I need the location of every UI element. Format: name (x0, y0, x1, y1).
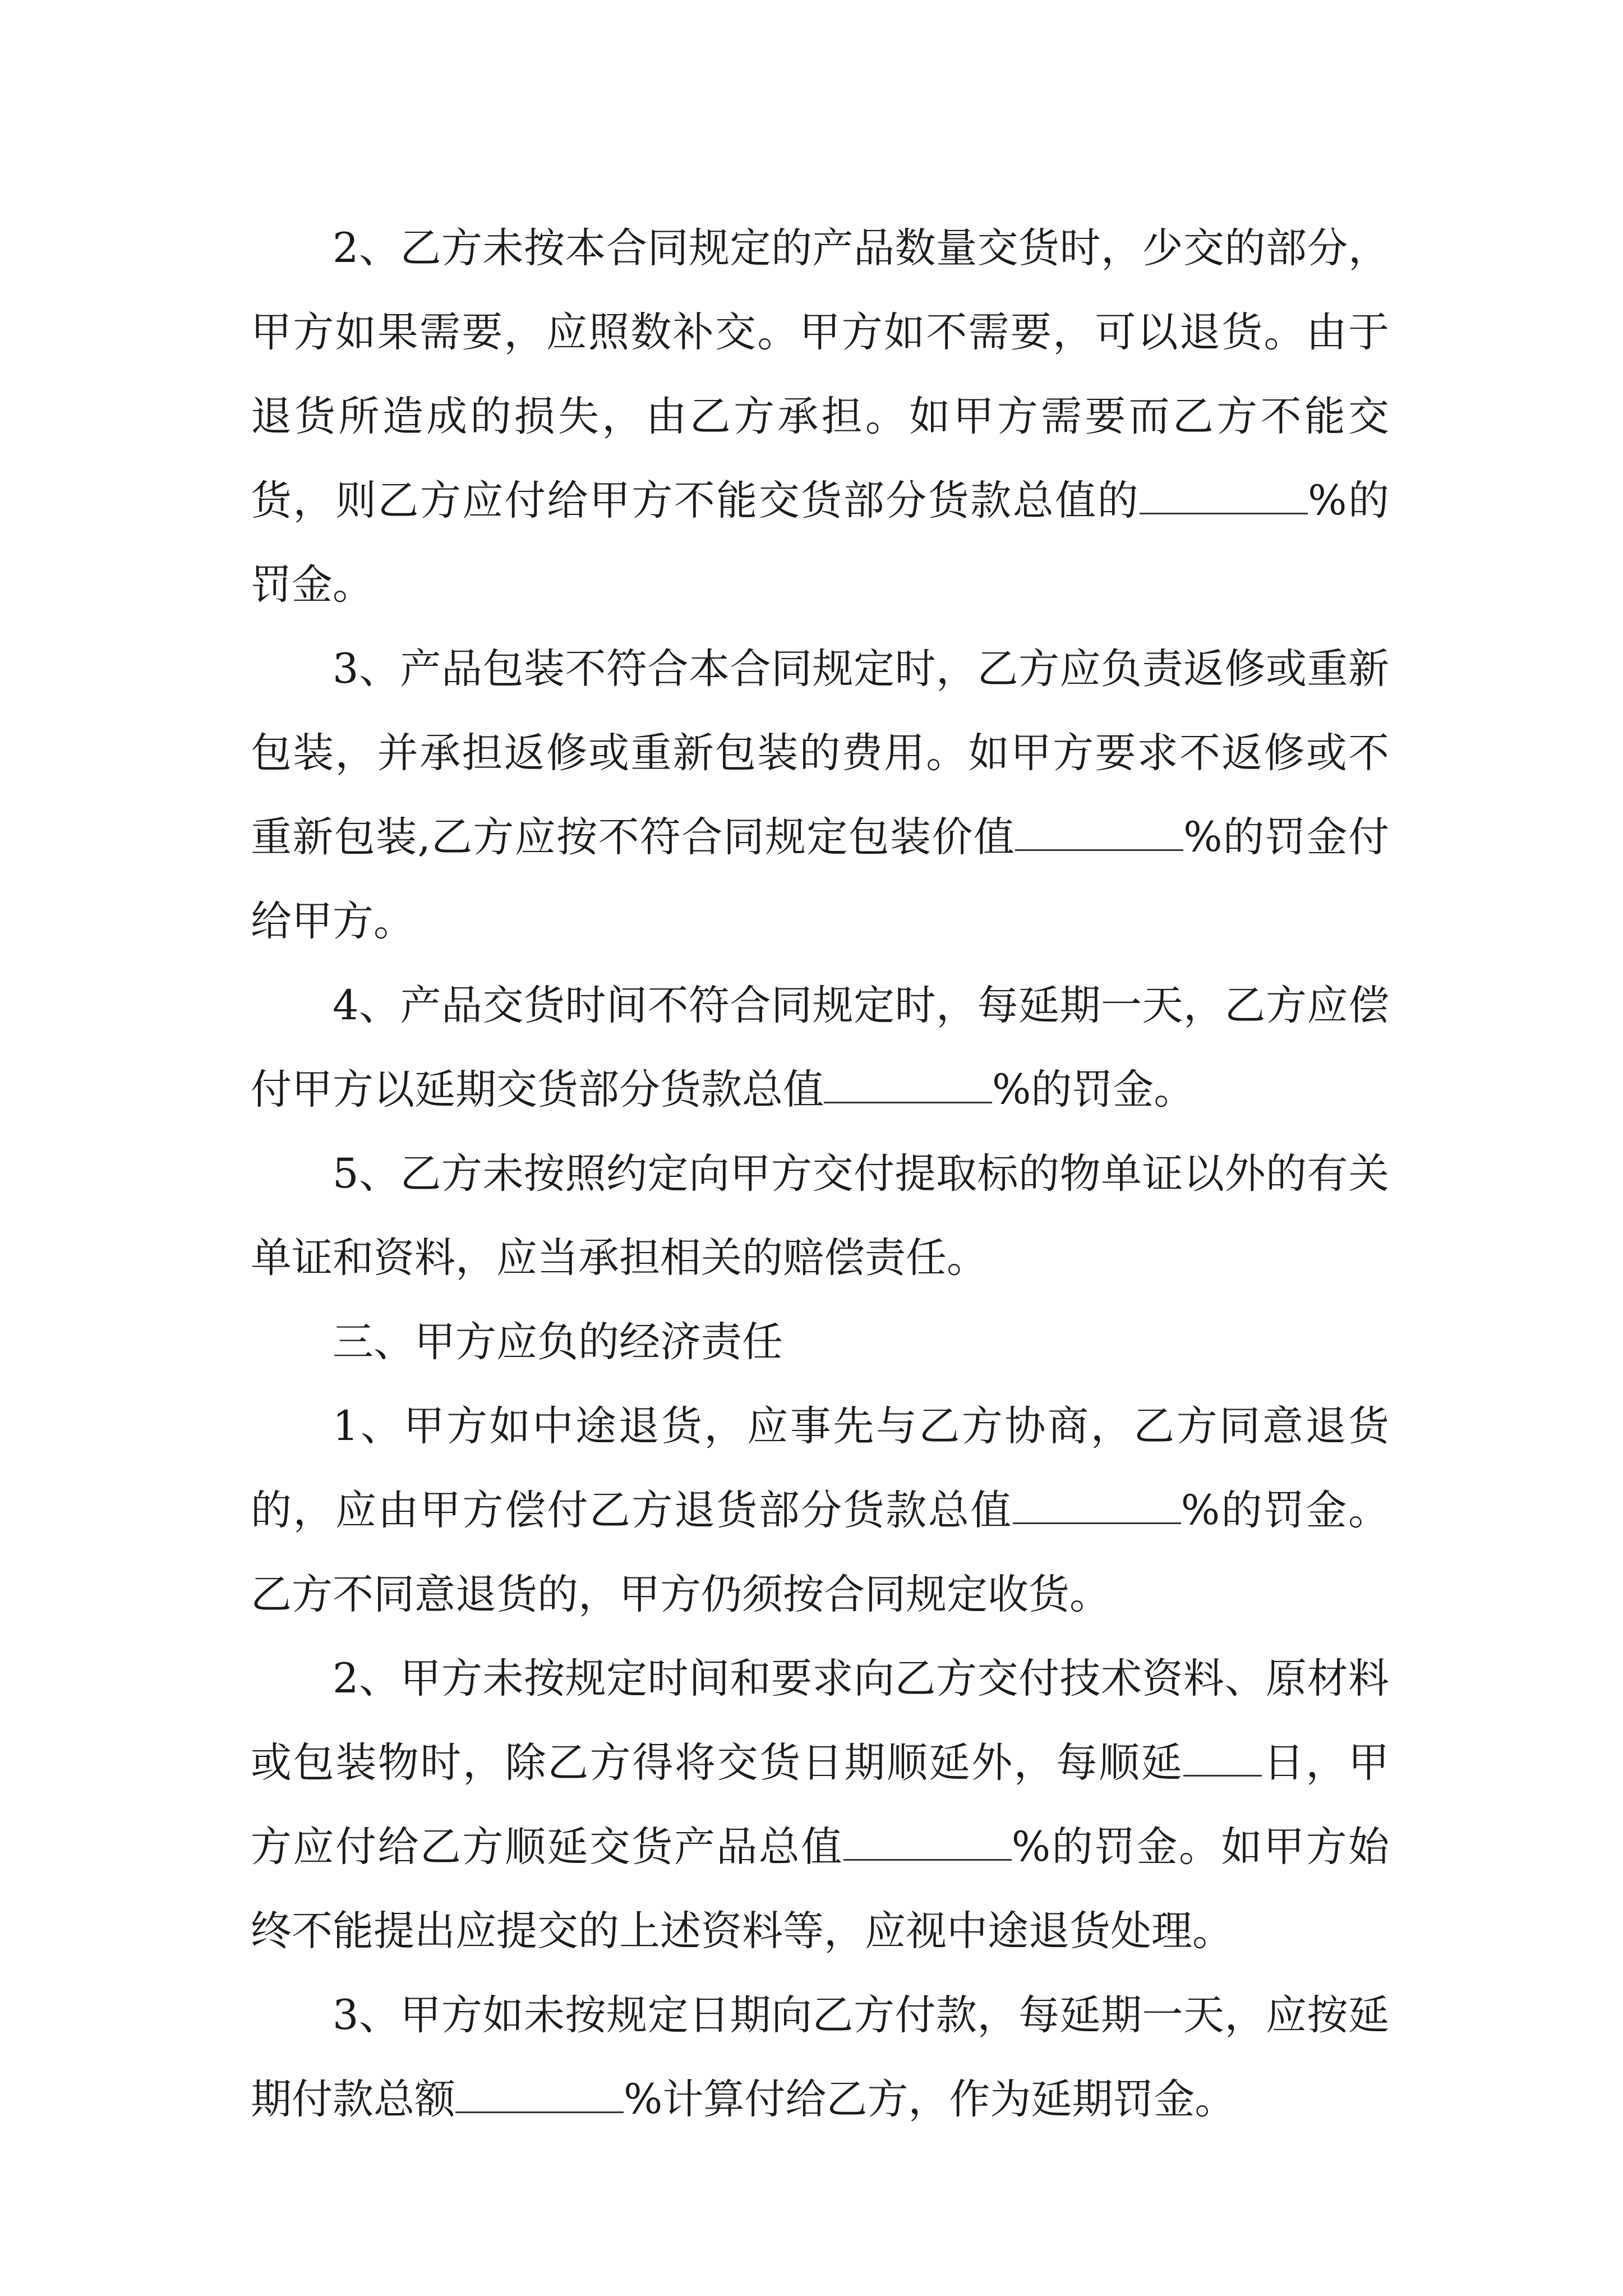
paragraph-text: 4、产品交货时间不符合同规定时，每延期一天，乙方应偿付甲方以延期交货部分货款总值 (251, 982, 1389, 1114)
document-body (251, 206, 1389, 2142)
clause-paragraph (251, 206, 1389, 627)
paragraph-text: 5、乙方未按照约定向甲方交付提取标的物单证以外的有关单证和资料，应当承担相关的赔偿责任。 (251, 1150, 1389, 1282)
clause-paragraph (251, 1973, 1389, 2142)
paragraph-text: %计算付给乙方，作为延期罚金。 (624, 2076, 1236, 2123)
paragraph-text: %的罚金。乙方不同意退货的，甲方仍须按合同规定收货。 (251, 1487, 1389, 1618)
paragraph-text: %的罚金。如甲方始终不能提出应提交的上述资料等，应视中途退货处理。 (251, 1823, 1389, 1955)
paragraph-text: 2、乙方未按本合同规定的产品数量交货时，少交的部分，甲方如果需要，应照数补交。甲方如不需要，可以退货。由于退货所造成的损失，由乙方承担。如甲方需要而乙方不能交货，则乙方应付给甲方不能交货部分货款总值的 (251, 224, 1389, 524)
paragraph-text: 2、甲方未按规定时间和要求向乙方交付技术资料、原材料或包装物时，除乙方得将交货日期顺延外，每顺延 (251, 1655, 1389, 1787)
paragraph-text: 3、甲方如未按规定日期向乙方付款，每延期一天，应按延期付款总额 (251, 1991, 1389, 2123)
clause-paragraph (251, 1637, 1389, 1973)
paragraph-text: 1、甲方如中途退货，应事先与乙方协商，乙方同意退货的，应由甲方偿付乙方退货部分货款总值 (251, 1402, 1389, 1534)
paragraph-text: %的罚金。 (251, 477, 1390, 609)
fill-in-blank (1015, 812, 1183, 851)
clause-paragraph (251, 964, 1389, 1132)
fill-in-blank (843, 1822, 1012, 1861)
fill-in-blank (824, 1065, 992, 1103)
fill-in-blank (1183, 1738, 1262, 1777)
paragraph-text: %的罚金。 (992, 1066, 1195, 1114)
paragraph-text: 三、甲方应负的经济责任 (333, 1318, 783, 1366)
paragraph-text: %的罚金付给甲方。 (251, 813, 1389, 945)
fill-in-blank (455, 2074, 624, 2113)
paragraph-text: 3、产品包装不符合本合同规定时，乙方应负责返修或重新包装，并承担返修或重新包装的费用。如甲方要求不返修或不重新包装,乙方应按不符合同规定包装价值 (251, 645, 1389, 861)
section-heading (251, 1300, 1389, 1384)
clause-paragraph (251, 1384, 1389, 1637)
clause-paragraph (251, 627, 1389, 964)
paragraph-text: 日，甲方应付给乙方顺延交货产品总值 (251, 1739, 1390, 1871)
clause-paragraph (251, 1132, 1389, 1300)
fill-in-blank (1140, 476, 1308, 514)
fill-in-blank (1013, 1485, 1181, 1524)
